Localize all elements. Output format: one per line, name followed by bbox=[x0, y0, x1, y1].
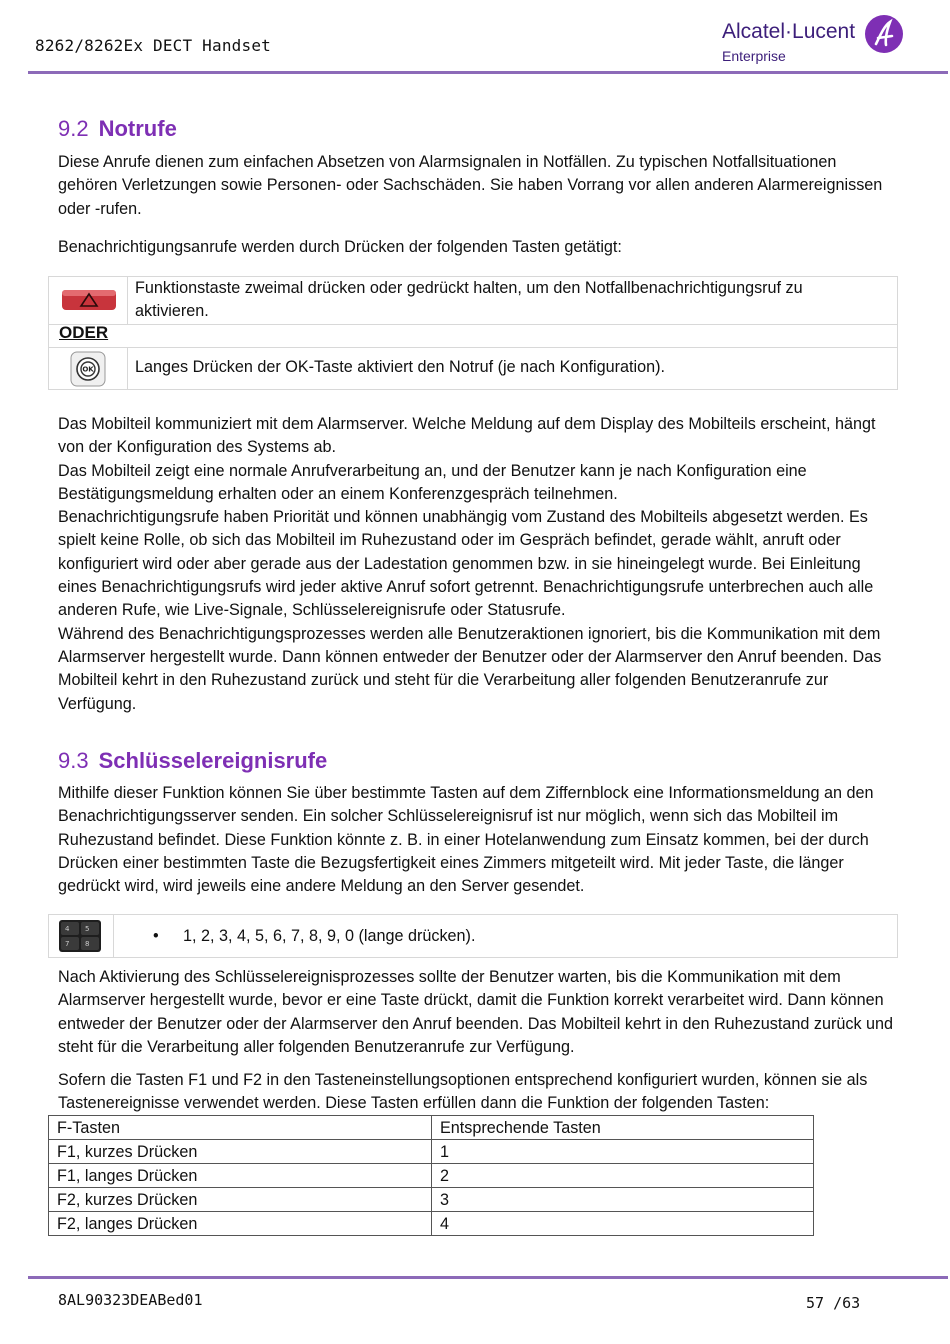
keypad-digit: 7 bbox=[65, 940, 70, 948]
table-header-cell: Entsprechende Tasten bbox=[432, 1116, 814, 1140]
table-row bbox=[49, 1212, 814, 1236]
keypad-icon bbox=[59, 920, 101, 952]
logo-brand-text: Alcatel·Lucent bbox=[722, 20, 856, 43]
company-logo bbox=[720, 14, 906, 66]
section-number: 9.3 bbox=[58, 748, 89, 773]
table-row bbox=[49, 1140, 814, 1164]
ok-key-cell bbox=[49, 348, 128, 389]
table-cell: 1 bbox=[432, 1140, 814, 1164]
table-cell: 2 bbox=[432, 1164, 814, 1188]
document-id: 8AL90323DEABed01 bbox=[58, 1291, 203, 1309]
table-row bbox=[49, 1188, 814, 1212]
logo-emblem-icon bbox=[864, 14, 904, 54]
ok-key-row bbox=[49, 347, 897, 389]
ok-key-text: Langes Drücken der OK-Taste aktiviert den Notruf (je nach Konfiguration). bbox=[135, 358, 665, 376]
page-number: 57 /63 bbox=[806, 1294, 861, 1312]
notrufe-intro: Diese Anrufe dienen zum einfachen Absetzen von Alarmsignalen in Notfällen. Zu typischen Notfallsituationen gehören Verletzungen sowie Personen- oder Sachschäden. Sie haben Vorrang vor allen anderen Alarmereignissen oder -rufen. bbox=[58, 153, 883, 218]
keypad-cell bbox=[49, 915, 114, 957]
section-title: Notrufe bbox=[98, 116, 177, 141]
section-number: 9.2 bbox=[58, 116, 89, 141]
bullet-dot: • bbox=[153, 927, 159, 945]
or-label: ODER bbox=[59, 323, 109, 342]
logo-sub-text: Enterprise bbox=[722, 48, 786, 64]
f-keys-table bbox=[48, 1115, 814, 1236]
table-divider bbox=[49, 324, 897, 325]
keyevent-intro: Mithilfe dieser Funktion können Sie über bestimmte Tasten auf dem Ziffernblock eine Informationsmeldung an den Benachrichtigungsserver senden. Ein solcher Schlüsselereignisruf ist nur möglich, wenn sich das Mobilteil im Ruhezustand befindet. Diese Funktion könnte z. B. in einer Hotelanwendung zum Einsatz kommen, bei der durch Drücken einer bestimmten Taste die Bezugsfertigkeit eines Zimmers mitgeteilt wird. Mit jeder Taste, die länger gedrückt wird, wird jeweils eine andere Meldung an den Server gesendet. bbox=[58, 784, 874, 896]
keypad-digit: 8 bbox=[85, 940, 90, 948]
emergency-key-text: Funktionstaste zweimal drücken oder gedrückt halten, um den Notfallbenachrichtigungsruf zu aktivieren. bbox=[135, 279, 803, 321]
table-row bbox=[49, 1164, 814, 1188]
notrufe-body: Das Mobilteil kommuniziert mit dem Alarmserver. Welche Meldung auf dem Display des Mobilteils erscheint, hängt von der Konfiguration des Systems ab. Das Mobilteil zeigt eine normale Anrufverarbeitung an, und der Benutzer kann je nach Konfiguration eine Bestätigungsmeldung erhalten oder an einem Konferenzgespräch teilnehmen. Benachrichtigungsrufe haben Priorität und können unabhängig vom Zustand des Mobilteils abgesetzt werden. Es spielt keine Rolle, ob sich das Mobilteil im Ruhezustand oder im Gespräch befindet, gerade wählt, anruft oder konfiguriert wird oder aber gerade aus der Ladestation genommen bzw. in sie hineingelegt wurde. Bei Einleitung eines Benachrichtigungsrufs wird jeder aktive Anruf sofort getrennt. Benachrichtigungsrufe unterbrechen auch alle anderen Rufe, wie Live-Signale, Schlüsselereignisrufe oder Statusrufe. Während des Benachrichtigungsprozesses werden alle Benutzeraktionen ignoriert, bis die Kommunikation mit dem Alarmserver hergestellt wurde. Dann können entweder der Benutzer oder der Alarmserver den Anruf beenden. Das Mobilteil kehrt in den Ruhezustand zurück und steht für die Verarbeitung aller folgenden Benutzeranrufe zur Verfügung. bbox=[58, 415, 882, 713]
section-title: Schlüsselereignisrufe bbox=[98, 748, 328, 773]
notrufe-lead: Benachrichtigungsanrufe werden durch Drücken der folgenden Tasten getätigt: bbox=[58, 238, 622, 256]
alarm-button-icon bbox=[61, 287, 117, 313]
emergency-key-cell bbox=[49, 277, 128, 324]
table-header-cell: F-Tasten bbox=[49, 1116, 432, 1140]
emergency-keys-table bbox=[48, 276, 898, 390]
table-header-row bbox=[49, 1116, 814, 1140]
ok-key-icon bbox=[70, 351, 106, 387]
keyevent-after: Nach Aktivierung des Schlüsselereignisprozesses sollte der Benutzer warten, bis die Kommunikation mit dem Alarmserver hergestellt wurde, bevor er eine Taste drückt, damit die Funktion korrekt verarbeitet wird. Dann können entweder der Benutzer oder der Alarmserver den Anruf beenden. Das Mobilteil kehrt in den Ruhezustand zurück und steht für die Verarbeitung aller folgenden Benutzeranrufe zur Verfügung. bbox=[58, 968, 894, 1056]
table-cell: 3 bbox=[432, 1188, 814, 1212]
document-title: 8262/8262Ex DECT Handset bbox=[35, 36, 271, 55]
table-cell: F2, kurzes Drücken bbox=[49, 1188, 432, 1212]
table-cell: F2, langes Drücken bbox=[49, 1212, 432, 1236]
keypad-table bbox=[48, 914, 898, 958]
section-heading-schluesselereignisrufe bbox=[58, 748, 327, 774]
table-cell: F1, langes Drücken bbox=[49, 1164, 432, 1188]
ok-glyph: OK bbox=[82, 365, 94, 374]
table-cell: F1, kurzes Drücken bbox=[49, 1140, 432, 1164]
keypad-digit: 5 bbox=[85, 925, 90, 933]
ftasten-text: Sofern die Tasten F1 und F2 in den Tasteneinstellungsoptionen entsprechend konfiguriert wurden, können sie als Tastenereignisse verwendet werden. Diese Tasten erfüllen dann die Funktion der folgenden Tasten: bbox=[58, 1071, 868, 1113]
footer-rule bbox=[28, 1276, 948, 1279]
keypad-bullet-text: 1, 2, 3, 4, 5, 6, 7, 8, 9, 0 (lange drücken). bbox=[183, 927, 476, 945]
table-cell: 4 bbox=[432, 1212, 814, 1236]
keypad-digit: 4 bbox=[65, 925, 70, 933]
section-heading-notrufe bbox=[58, 116, 177, 142]
header-rule bbox=[28, 71, 948, 74]
